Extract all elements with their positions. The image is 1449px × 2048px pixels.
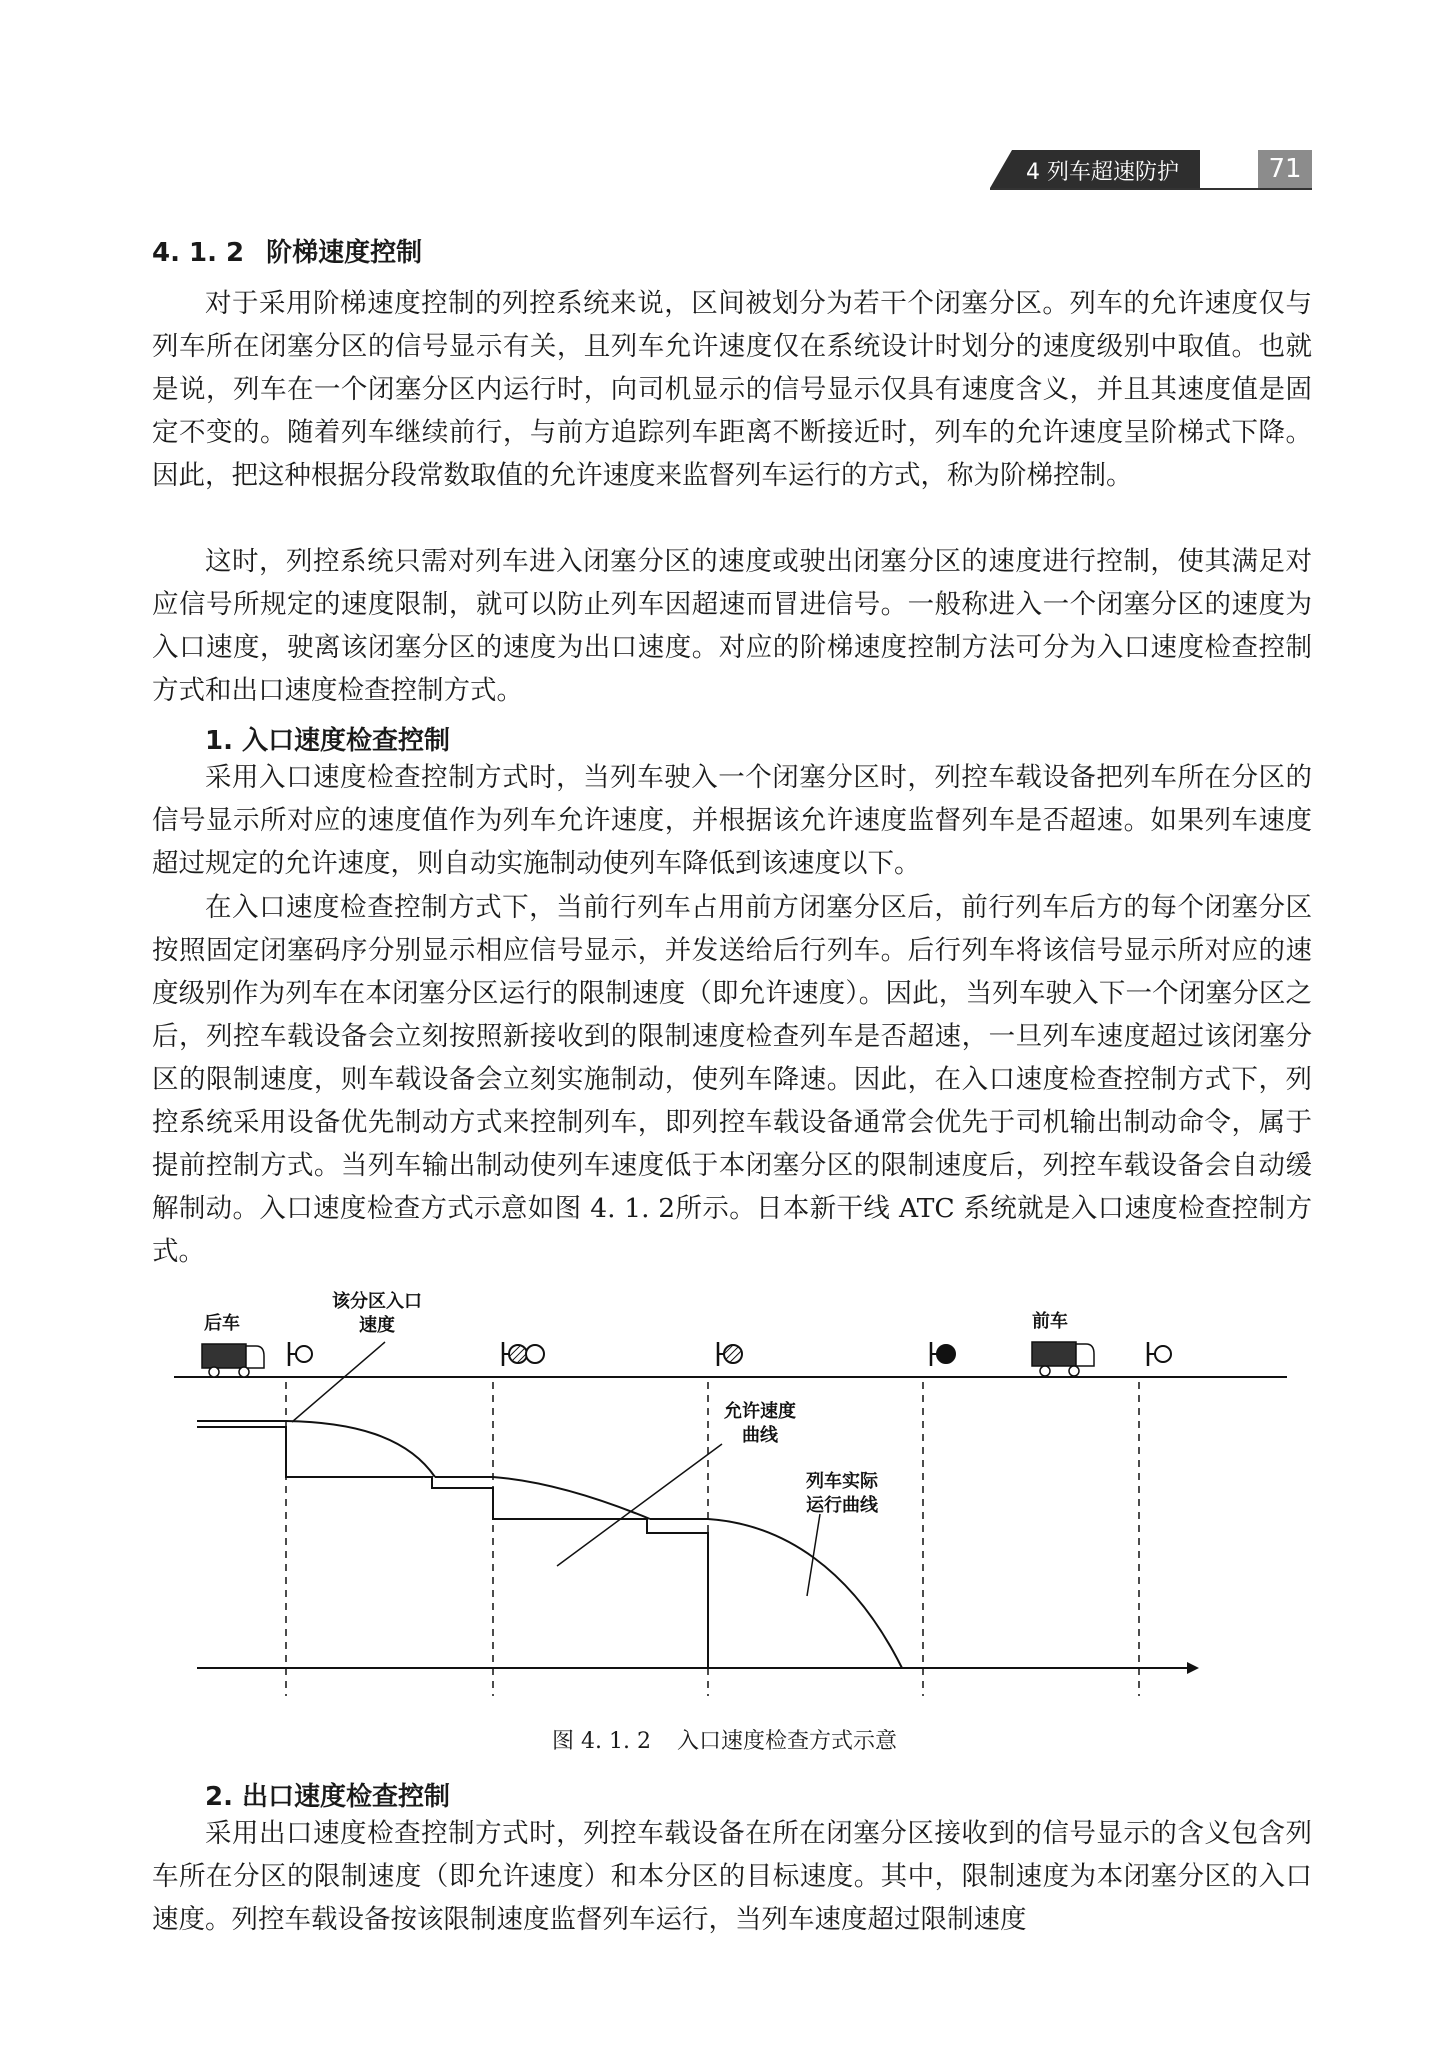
rear-train-icon: [202, 1344, 264, 1377]
x-axis-arrow: [1187, 1662, 1199, 1674]
label-entry-speed-line2: 速度: [359, 1315, 395, 1336]
label-actual-curve-line2: 运行曲线: [806, 1495, 878, 1516]
subheading-exit-speed-check: 2. 出口速度检查控制: [205, 1782, 451, 1812]
subheading-entry-speed-check: 1. 入口速度检查控制: [205, 726, 451, 756]
block-boundaries: [286, 1382, 1139, 1696]
paragraph-2: 这时，列控系统只需对列车进入闭塞分区的速度或驶出闭塞分区的速度进行控制，使其满足对应信号所规定的速度限制，就可以防止列车因超速而冒进信号。一般称进入一个闭塞分区的速度为入口速度，驶离该闭塞分区的速度为出口速度。对应的阶梯速度控制方法可分为入口速度检查控制方式和出口速度检查控制方式。: [152, 546, 1312, 706]
label-allowed-speed-curve: [724, 1400, 796, 1448]
front-train-icon: [1032, 1342, 1094, 1376]
label-actual-running-curve: [806, 1470, 878, 1518]
page-number: 71: [1258, 150, 1312, 188]
paragraph-1: 对于采用阶梯速度控制的列控系统来说，区间被划分为若干个闭塞分区。列车的允许速度仅与列车所在闭塞分区的信号显示有关，且列车允许速度仅在系统设计时划分的速度级别中取值。也就是说，列车在一个闭塞分区内运行时，向司机显示的信号显示仅具有速度含义，并且其速度值是固定不变的。随着列车继续前行，与前方追踪列车距离不断接近时，列车的允许速度呈阶梯式下降。因此，把这种根据分段常数取值的允许速度来监督列车运行的方式，称为阶梯控制。: [152, 288, 1312, 491]
figure-entry-speed-check: [152, 1291, 1312, 1706]
label-rear-train: 后车: [204, 1313, 240, 1334]
paragraph-4: 在入口速度检查控制方式下，当前行列车占用前方闭塞分区后，前行列车后方的每个闭塞分区按照固定闭塞码序分别显示相应信号显示，并发送给后行列车。后行列车将该信号显示所对应的速度级别作为列车在本闭塞分区运行的限制速度（即允许速度）。因此，当列车驶入下一个闭塞分区之后，列控车载设备会立刻按照新接收到的限制速度检查列车是否超速，一旦列车速度超过该闭塞分区的限制速度，则车载设备会立刻实施制动，使列车降速。因此，在入口速度检查控制方式下，列控系统采用设备优先制动方式来控制列车，即列控车载设备通常会优先于司机输出制动命令，属于提前控制方式。当列车输出制动使列车速度低于本闭塞分区的限制速度后，列控车载设备会自动缓解制动。入口速度检查方式示意如图 4. 1. 2所示。日本新干线 ATC 系统就是入口速度检查控制方式。: [152, 892, 1312, 1267]
label-entry-speed-line1: 该分区入口: [332, 1291, 422, 1312]
section-heading: [152, 232, 422, 269]
caption-number: 图 4. 1. 2: [552, 1729, 651, 1754]
label-entry-speed: [332, 1290, 422, 1338]
paragraph-3: 采用入口速度检查控制方式时，当列车驶入一个闭塞分区时，列控车载设备把列车所在分区的信号显示所对应的速度值作为列车允许速度，并根据该允许速度监督列车是否超速。如果列车速度超过规定的允许速度，则自动实施制动使列车降低到该速度以下。: [152, 762, 1312, 879]
running-header: [990, 150, 1200, 188]
label-front-train: 前车: [1032, 1311, 1068, 1332]
label-actual-curve-line1: 列车实际: [806, 1471, 878, 1492]
paragraph-5: 采用出口速度检查控制方式时，列控车载设备在所在闭塞分区接收到的信号显示的含义包含列车所在分区的限制速度（即允许速度）和本分区的目标速度。其中，限制速度为本闭塞分区的入口速度。列控车载设备按该限制速度监督列车运行，当列车速度超过限制速度: [152, 1818, 1312, 1935]
actual-running-curve: [197, 1421, 902, 1668]
figure-caption: [0, 1724, 1449, 1755]
caption-text: 入口速度检查方式示意: [676, 1729, 897, 1754]
header-rule: [990, 188, 1312, 190]
section-title: 阶梯速度控制: [266, 238, 423, 268]
allowed-speed-curve: [197, 1427, 708, 1668]
chapter-title: 4 列车超速防护: [1026, 160, 1179, 185]
label-allowed-curve-line1: 允许速度: [724, 1401, 796, 1422]
signal-1-icon: [289, 1342, 312, 1366]
figure-diagram: [152, 1296, 1312, 1706]
leader-allowed-curve: [557, 1444, 722, 1566]
signal-4-icon: [931, 1342, 955, 1366]
signal-2-icon: [503, 1342, 544, 1366]
label-allowed-curve-line2: 曲线: [742, 1425, 778, 1446]
section-number: 4. 1. 2: [152, 238, 245, 268]
signal-3-icon: [718, 1342, 742, 1366]
signal-5-icon: [1148, 1342, 1171, 1366]
